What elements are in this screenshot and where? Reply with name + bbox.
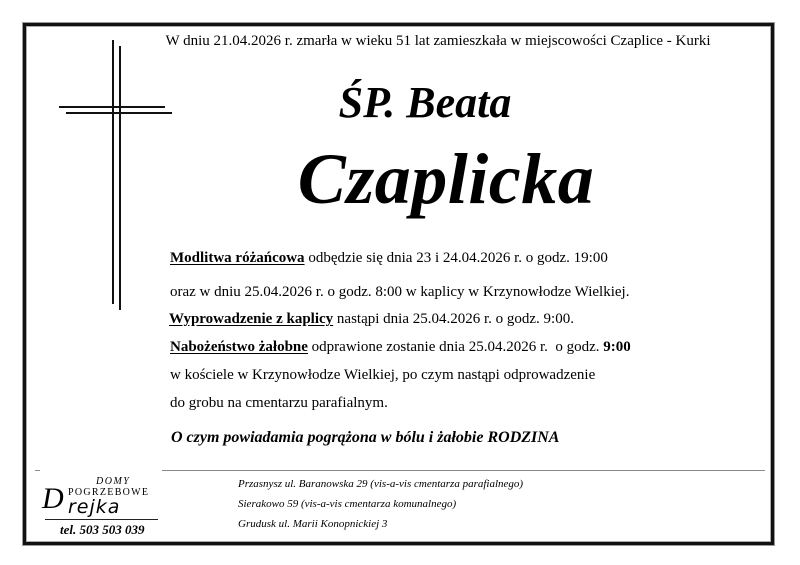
- logo-name: rejka: [68, 496, 121, 518]
- ceremony-line: [169, 311, 574, 328]
- logo-initial-icon: D: [42, 482, 64, 515]
- ceremony-line: [170, 339, 631, 356]
- address-item: Sierakowo 59 (vis-a-vis cmentarza komunalnego): [238, 498, 457, 510]
- ceremony-heading: Nabożeństwo żałobne: [170, 339, 308, 355]
- ceremony-text: oraz w dniu 25.04.2026 r. o godz. 8:00 w kaplicy w Krzynowłodze Wielkiej.: [170, 284, 630, 300]
- ceremony-line: [170, 250, 608, 267]
- ceremony-heading: Wyprowadzenie z kaplicy: [169, 311, 334, 327]
- surname-text: Czaplicka: [297, 139, 595, 219]
- ceremony-text: w kościele w Krzynowłodze Wielkiej, po czym nastąpi odprowadzenie: [170, 367, 596, 383]
- death-announcement-text: W dniu 21.04.2026 r. zmarła w wieku 51 lat zamieszkała w miejscowości Czaplice - Kurki: [165, 33, 711, 49]
- logo-domy: DOMY: [96, 476, 131, 487]
- ceremony-line: [170, 367, 595, 384]
- ceremony-text: nastąpi dnia 25.04.2026 r. o godz. 9:00.: [333, 311, 574, 327]
- footer-divider-left: [35, 470, 40, 471]
- footer-divider: [162, 470, 765, 471]
- ceremony-time: 9:00: [603, 339, 631, 355]
- logo-underline: [45, 519, 158, 520]
- address-item: Grudusk ul. Marii Konopnickiej 3: [238, 518, 388, 530]
- funeral-home-logo: [40, 474, 172, 537]
- logo-pogrzebowe: POGRZEBOWE: [68, 487, 150, 498]
- ceremony-line: [170, 395, 388, 412]
- ceremony-text: odbędzie się dnia 23 i 24.04.2026 r. o godz. 19:00: [304, 250, 608, 266]
- first-name-text: ŚP. Beata: [338, 78, 512, 127]
- deceased-first-name: [0, 77, 800, 128]
- ceremony-text: do grobu na cmentarzu parafialnym.: [170, 395, 388, 411]
- ceremony-text: odprawione zostanie dnia 25.04.2026 r. o godz.: [307, 339, 604, 355]
- ceremony-line: [170, 284, 629, 301]
- address-item: Przasnysz ul. Baranowska 29 (vis-a-vis cmentarza parafialnego): [238, 478, 524, 490]
- family-closing: O czym powiadamia pogrążona w bólu i żałobie RODZINA: [171, 429, 560, 446]
- deceased-surname: [0, 138, 800, 221]
- funeral-home-phone: tel. 503 503 039: [60, 522, 145, 537]
- ceremony-heading: Modlitwa różańcowa: [170, 250, 305, 266]
